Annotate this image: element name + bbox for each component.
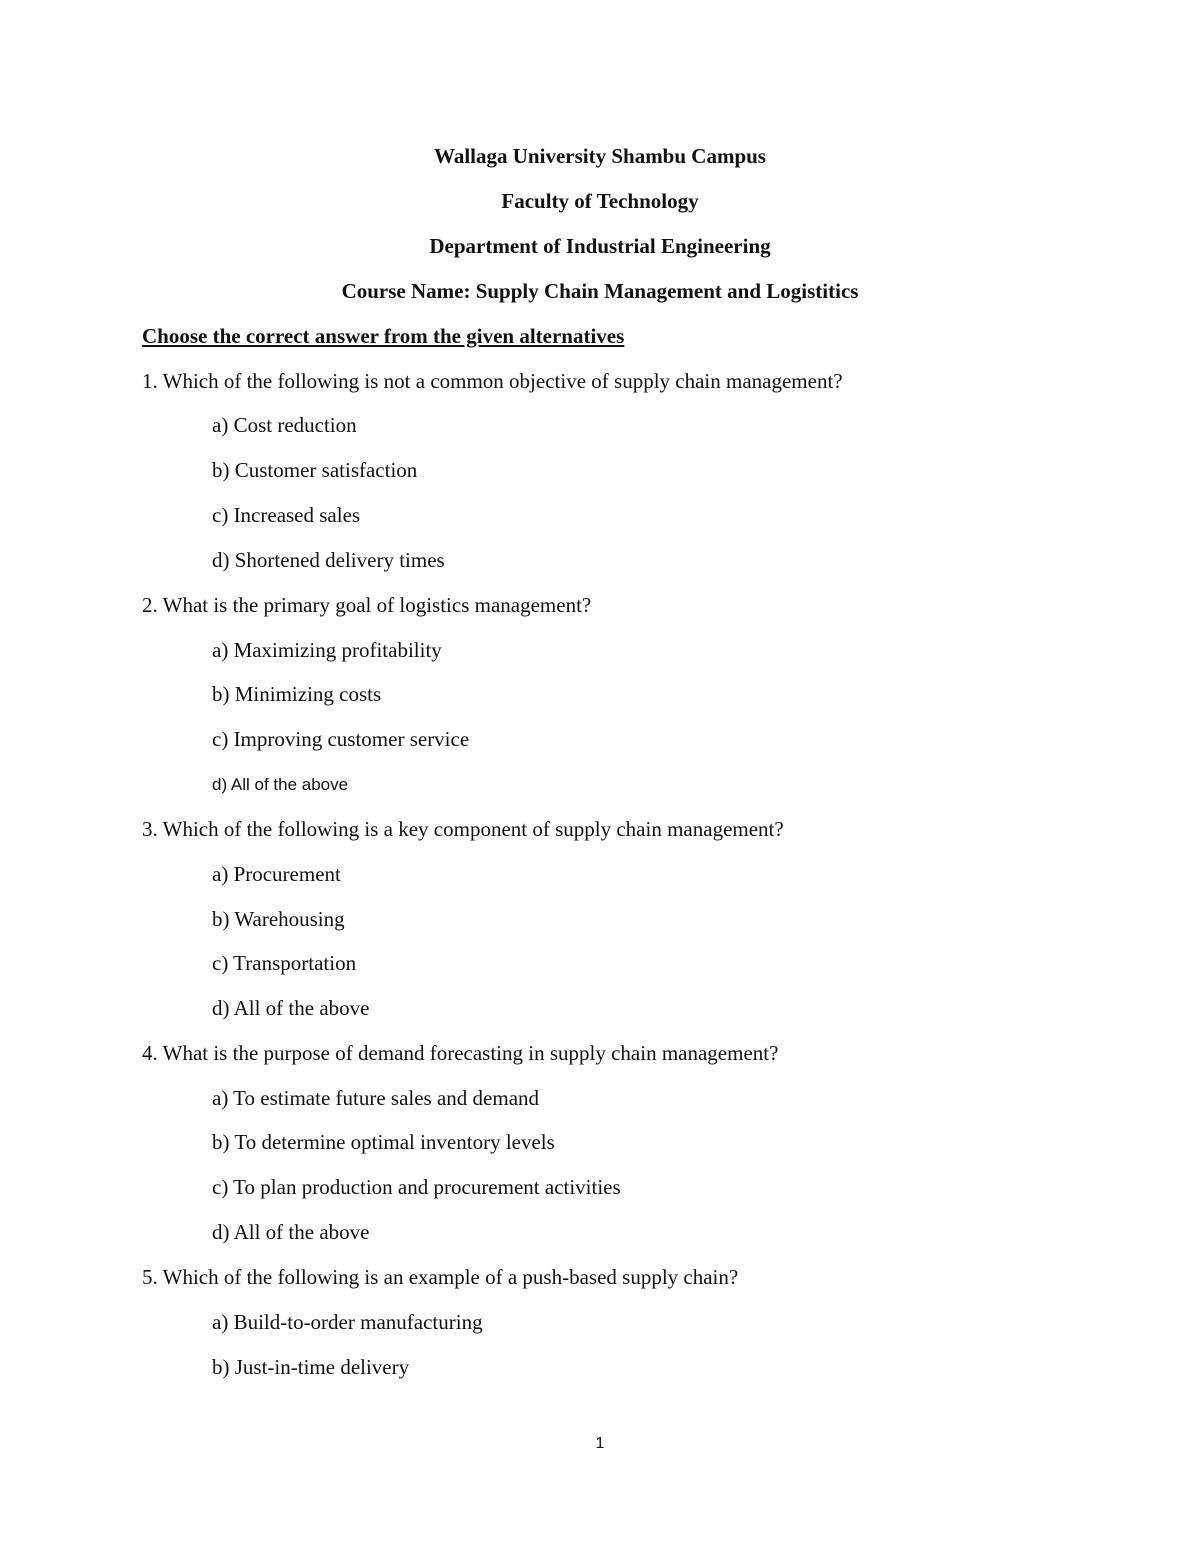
question-2-option-d: d) All of the above [212,775,349,794]
department-title: Department of Industrial Engineering [429,234,771,258]
question-5: 5. Which of the following is an example of a push-based supply chain? [142,1265,739,1289]
question-5-option-a: a) Build-to-order manufacturing [212,1310,483,1334]
question-4-option-d: d) All of the above [212,1220,370,1244]
question-2-option-c: c) Improving customer service [212,727,470,751]
question-4: 4. What is the purpose of demand forecasting in supply chain management? [142,1041,779,1065]
question-2-option-a: a) Maximizing profitability [212,638,442,662]
university-title: Wallaga University Shambu Campus [434,144,766,168]
question-3-option-c: c) Transportation [212,951,357,975]
question-5-option-b: b) Just-in-time delivery [212,1355,410,1379]
question-3-option-d: d) All of the above [212,996,370,1020]
question-1-option-a: a) Cost reduction [212,413,357,437]
question-3-option-a: a) Procurement [212,862,341,886]
question-1-option-c: c) Increased sales [212,503,361,527]
page-number: 1 [595,1435,605,1452]
question-4-option-a: a) To estimate future sales and demand [212,1086,540,1110]
faculty-title: Faculty of Technology [501,189,699,213]
instruction-text: Choose the correct answer from the given alternatives [142,324,625,348]
question-4-option-c: c) To plan production and procurement activities [212,1175,621,1199]
question-2: 2. What is the primary goal of logistics management? [142,593,592,617]
question-2-option-b: b) Minimizing costs [212,682,382,706]
question-1-option-b: b) Customer satisfaction [212,458,418,482]
question-3-option-b: b) Warehousing [212,907,345,931]
question-1: 1. Which of the following is not a common objective of supply chain management? [142,369,843,393]
question-1-option-d: d) Shortened delivery times [212,548,445,572]
question-3: 3. Which of the following is a key component of supply chain management? [142,817,784,841]
question-4-option-b: b) To determine optimal inventory levels [212,1130,555,1154]
course-title: Course Name: Supply Chain Management and Logistitics [341,279,859,303]
